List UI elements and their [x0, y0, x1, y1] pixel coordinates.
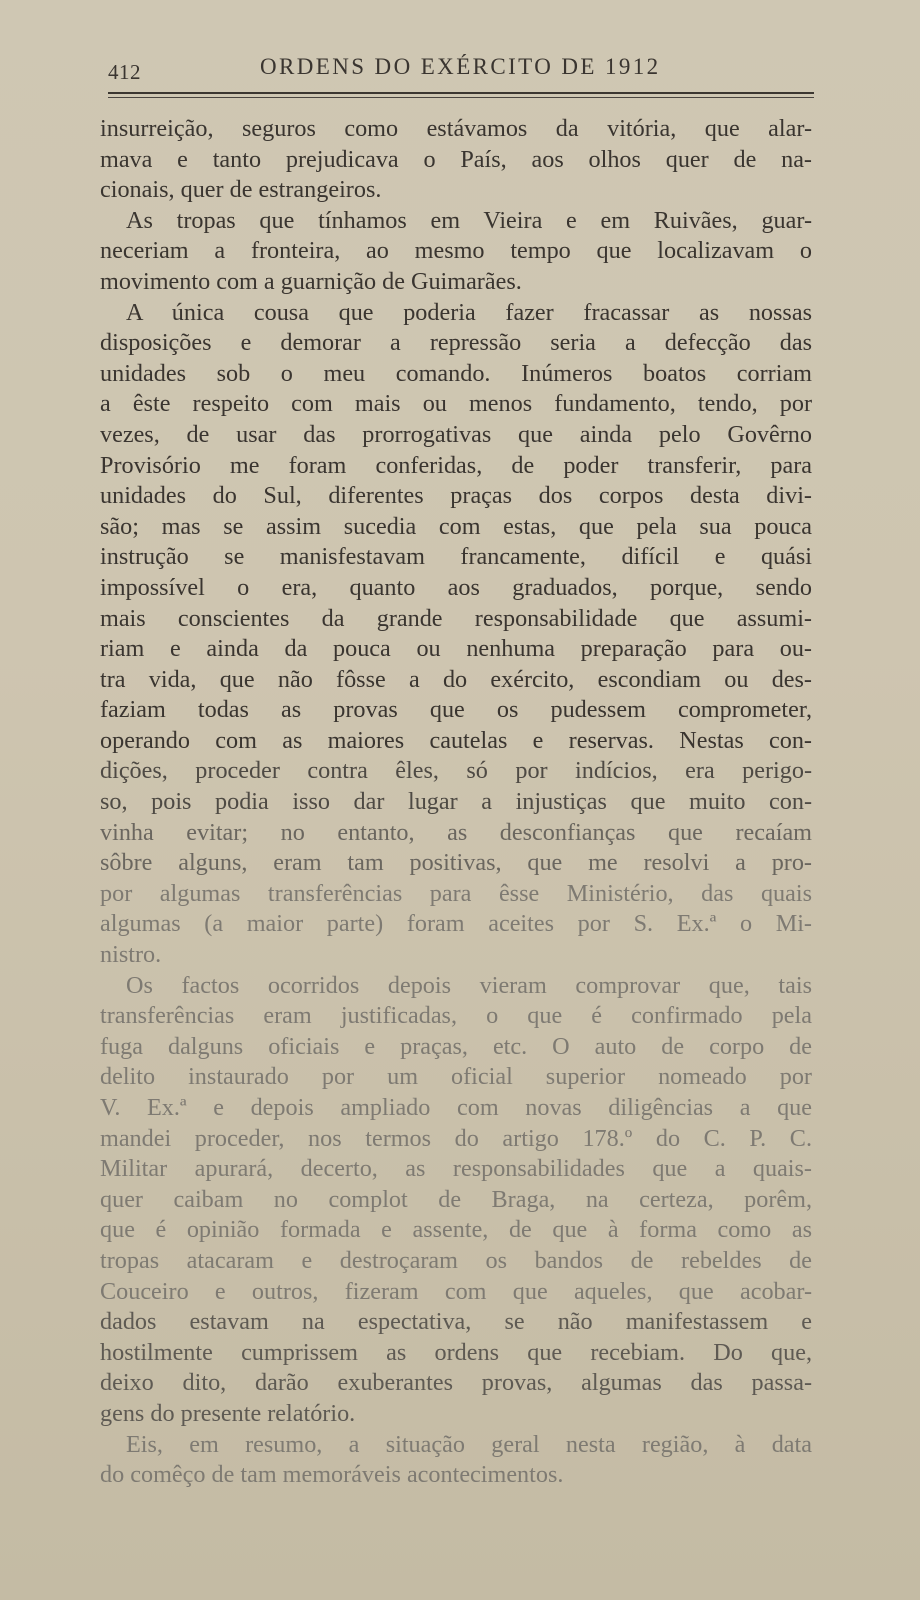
paragraph-5 [100, 1430, 812, 1491]
paragraph-1 [100, 114, 812, 206]
text-line: hostilmente cumprissem as ordens que recebiam. Do que, [100, 1338, 812, 1366]
text-line: vinha evitar; no entanto, as desconfianças que recaíam [100, 818, 812, 846]
text-line: sôbre alguns, eram tam positivas, que me resolvi a pro- [100, 849, 812, 877]
header-rule-thick [108, 92, 814, 94]
text-line: operando com as maiores cautelas e reservas. Nestas con- [100, 726, 812, 754]
page-number: 412 [108, 60, 141, 84]
text-line: tra vida, que não fôsse a do exército, escondiam ou des- [100, 665, 812, 693]
text-line: que é opinião formada e assente, de que à forma como as [100, 1216, 812, 1244]
text-line: quer caibam no complot de Braga, na certeza, porêm, [100, 1185, 812, 1213]
text-line: fuga dalguns oficiais e praças, etc. O auto de corpo de [100, 1032, 812, 1060]
text-line: Os factos ocorridos depois vieram comprovar que, tais [126, 971, 812, 999]
text-line: so, pois podia isso dar lugar a injustiças que muito con- [100, 788, 812, 816]
header-rule-thin [108, 97, 814, 98]
text-line: transferências eram justificadas, o que é confirmado pela [100, 1002, 812, 1030]
text-line: Couceiro e outros, fizeram com que aqueles, que acobar- [100, 1277, 812, 1305]
text-line: mandei proceder, nos termos do artigo 178.º do C. P. C. [100, 1124, 812, 1152]
text-line: disposições e demorar a repressão seria a defecção das [100, 329, 812, 357]
text-line: do comêço de tam memoráveis acontecimentos. [100, 1461, 564, 1489]
text-line: mava e tanto prejudicava o País, aos olhos quer de na- [100, 145, 812, 173]
text-line: tropas atacaram e destroçaram os bandos de rebeldes de [100, 1246, 812, 1274]
text-line: dados estavam na espectativa, se não manifestassem e [100, 1308, 812, 1336]
text-line: deixo dito, darão exuberantes provas, algumas das passa- [100, 1369, 812, 1397]
text-line: nistro. [100, 941, 162, 969]
text-line: unidades sob o meu comando. Inúmeros boatos corriam [100, 359, 812, 387]
text-line: riam e ainda da pouca ou nenhuma preparação para ou- [100, 635, 812, 663]
text-line: por algumas transferências para êsse Ministério, das quais [100, 879, 812, 907]
text-line: Provisório me foram conferidas, de poder transferir, para [100, 451, 812, 479]
text-line: V. Ex.ª e depois ampliado com novas diligências a que [100, 1094, 812, 1121]
text-line: Eis, em resumo, a situação geral nesta região, à data [126, 1430, 812, 1458]
text-line: instrução se manisfestavam francamente, difícil e quási [100, 543, 812, 571]
text-line: mais conscientes da grande responsabilidade que assumi- [100, 604, 812, 632]
text-line: impossível o era, quanto aos graduados, porque, sendo [100, 573, 812, 601]
text-line: gens do presente relatório. [100, 1399, 356, 1427]
text-line: insurreição, seguros como estávamos da vitória, que alar- [100, 115, 812, 142]
text-line: cionais, quer de estrangeiros. [100, 176, 382, 204]
text-line: algumas (a maior parte) foram aceites por S. Ex.ª o Mi- [100, 910, 812, 938]
paragraph-4 [100, 971, 812, 1430]
paragraph-3 [100, 298, 812, 971]
text-line: As tropas que tínhamos em Vieira e em Ruivães, guar- [126, 206, 812, 234]
running-title: ORDENS DO EXÉRCITO DE 1912 [260, 54, 661, 79]
text-line: Militar apurará, decerto, as responsabilidades que a quais- [100, 1155, 812, 1183]
text-line: unidades do Sul, diferentes praças dos corpos desta divi- [100, 482, 812, 510]
paragraph-2 [100, 206, 812, 298]
text-line: dições, proceder contra êles, só por indícios, era perigo- [100, 757, 812, 785]
text-line: faziam todas as provas que os pudessem comprometer, [100, 696, 812, 724]
text-line: movimento com a guarnição de Guimarães. [100, 267, 522, 295]
body-text [100, 114, 812, 1491]
text-line: A única cousa que poderia fazer fracassar as nossas [126, 298, 812, 326]
text-line: a êste respeito com mais ou menos fundamento, tendo, por [100, 390, 812, 418]
text-line: delito instaurado por um oficial superior nomeado por [100, 1063, 812, 1091]
header-rule [108, 92, 814, 99]
text-line: vezes, de usar das prorrogativas que ainda pelo Govêrno [100, 420, 812, 448]
page-header [108, 52, 814, 88]
text-line: são; mas se assim sucedia com estas, que pela sua pouca [100, 512, 812, 540]
text-line: neceriam a fronteira, ao mesmo tempo que localizavam o [100, 237, 812, 265]
